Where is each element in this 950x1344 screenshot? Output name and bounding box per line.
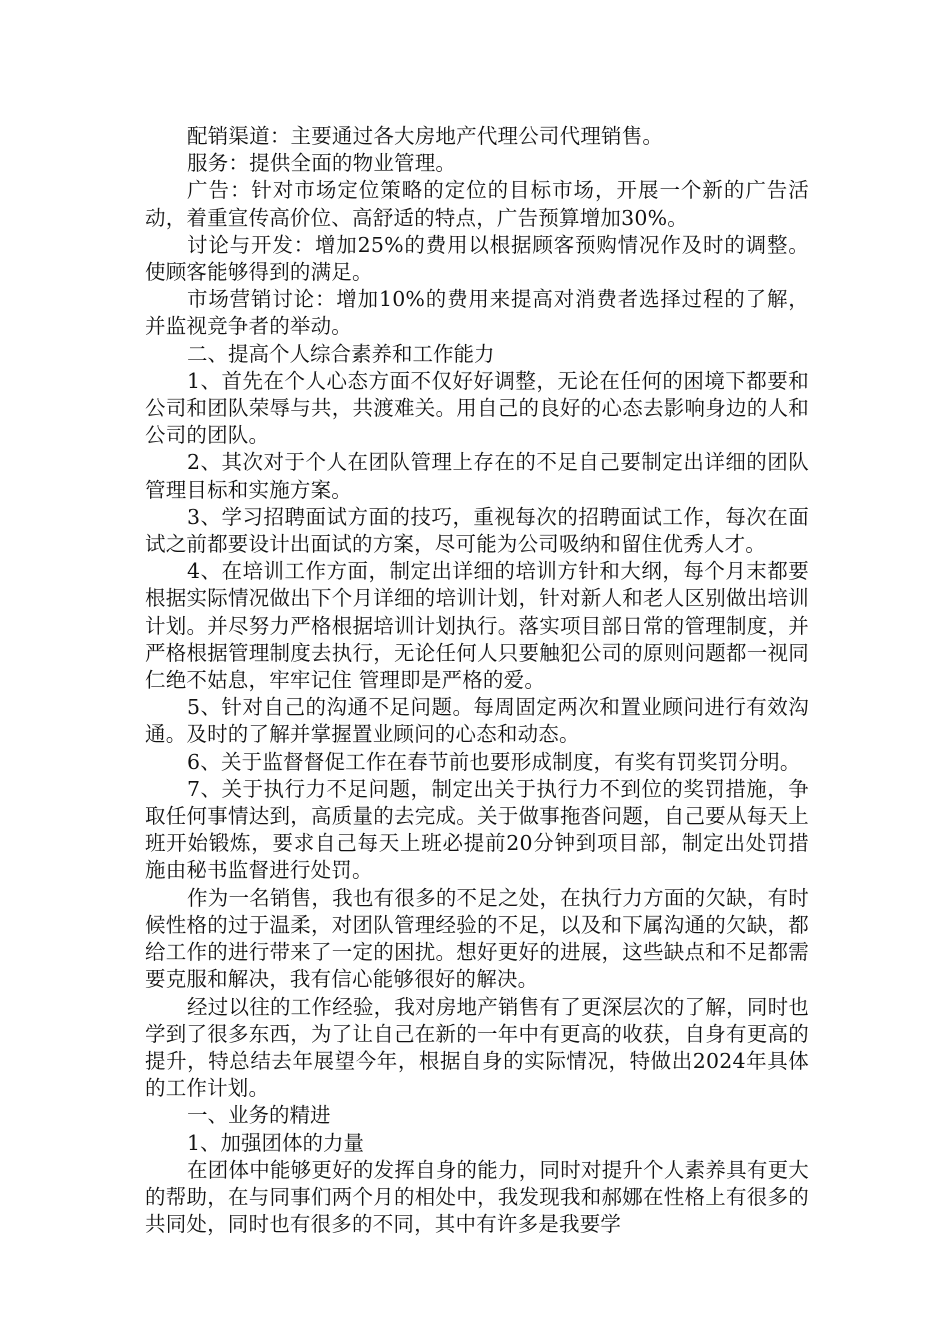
paragraph-item-6: 6、关于监督督促工作在春节前也要形成制度，有奖有罚奖罚分明。 <box>187 749 801 774</box>
paragraph-item-5: 5、针对自己的沟通不足问题。每周固定两次和置业顾问进行有效沟通。及时的了解并掌握置业顾问的心态和动态。 <box>145 695 809 747</box>
subsection-heading-1: 1、加强团体的力量 <box>187 1130 365 1155</box>
paragraph-item-3: 3、学习招聘面试方面的技巧，重视每次的招聘面试工作，每次在面试之前都要设计出面试的方案，尽可能为公司吸纳和留住优秀人才。 <box>145 504 809 557</box>
paragraph-service: 服务：提供全面的物业管理。 <box>187 151 457 176</box>
paragraph-item-7: 7、关于执行力不足问题，制定出关于执行力不到位的奖罚措施，争取任何事情达到，高质量的去完成。关于做事拖沓问题，自己要从每天上班开始锻炼，要求自己每天上班必提前20分钟到项目部，制定出处罚措施由秘书监督进行处罚。 <box>145 776 809 883</box>
document-page <box>145 123 809 1238</box>
paragraph-item-4: 4、在培训工作方面，制定出详细的培训方针和大纲，每个月末都要根据实际情况做出下个月详细的培训计划，针对新人和老人区别做出培训计划。并尽努力严格根据培训计划执行。落实项目部日常的管理制度，并严格根据管理制度去执行，无论任何人只要触犯公司的原则问题都一视同仁绝不姑息，牢牢记住 管理即是严格的爱。 <box>145 559 809 693</box>
paragraph-item-2: 2、其次对于个人在团队管理上存在的不足自己要制定出详细的团队管理目标和实施方案。 <box>145 450 809 502</box>
paragraph-marketing-research: 市场营销讨论：增加10%的费用来提高对消费者选择过程的了解，并监视竞争者的举动。 <box>145 287 809 339</box>
paragraph-work-plan-intro: 经过以往的工作经验，我对房地产销售有了更深层次的了解，同时也学到了很多东西，为了让自己在新的一年中有更高的收获，自身有更高的提升，特总结去年展望今年，根据自身的实际情况，特做出2024年具体的工作计划。 <box>145 994 809 1101</box>
paragraph-research-development: 讨论与开发：增加25%的费用以根据顾客预购情况作及时的调整。使顾客能够得到的满足。 <box>145 232 809 285</box>
paragraph-item-1: 1、首先在个人心态方面不仅好好调整，无论在任何的困境下都要和公司和团队荣辱与共，共渡难关。用自己的良好的心态去影响身边的人和公司的团队。 <box>145 368 809 448</box>
section-heading-1: 一、业务的精进 <box>187 1103 331 1128</box>
section-heading-2: 二、提高个人综合素养和工作能力 <box>187 341 495 366</box>
paragraph-distribution-channel: 配销渠道：主要通过各大房地产代理公司代理销售。 <box>187 124 664 148</box>
paragraph-self-assessment: 作为一名销售，我也有很多的不足之处，在执行力方面的欠缺，有时候性格的过于温柔，对团队管理经验的不足，以及和下属沟通的欠缺，都给工作的进行带来了一定的困扰。想好更好的进展，这些缺点和不足都需要克服和解决，我有信心能够很好的解决。 <box>145 885 809 992</box>
paragraph-team-strength: 在团体中能够更好的发挥自身的能力，同时对提升个人素养具有更大的帮助，在与同事们两个月的相处中，我发现我和郝娜在性格上有很多的共同处，同时也有很多的不同，其中有许多是我要学 <box>145 1157 809 1237</box>
paragraph-advertising: 广告：针对市场定位策略的定位的目标市场，开展一个新的广告活动，着重宣传高价位、高舒适的特点，广告预算增加30%。 <box>145 178 809 230</box>
